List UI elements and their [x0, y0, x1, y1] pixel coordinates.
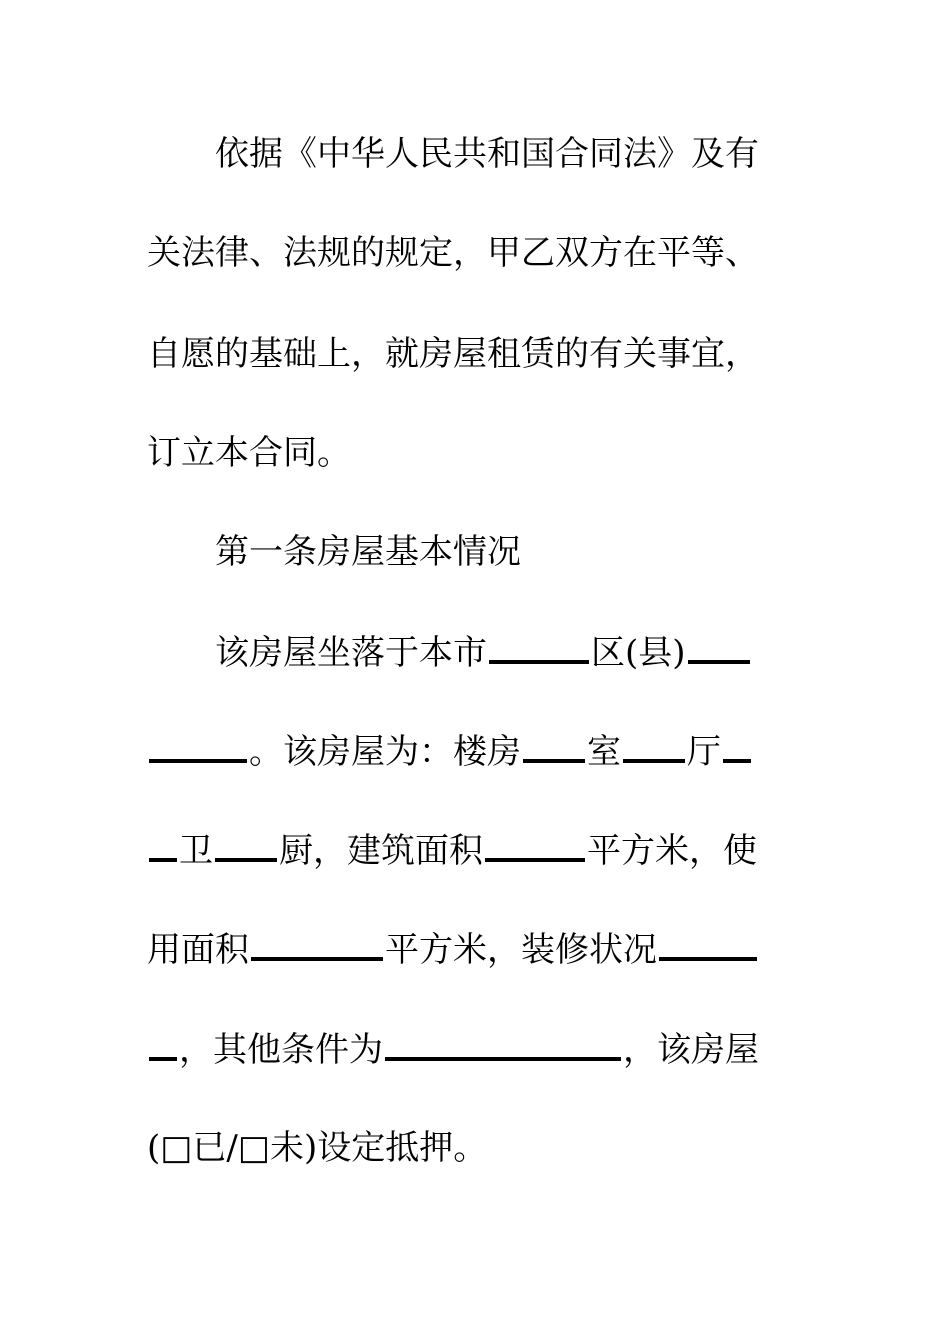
paragraph-line: (□已/□未)设定抵押。 [147, 1128, 488, 1168]
text-segment: 卫 [179, 831, 213, 871]
paragraph-line [147, 831, 757, 871]
fill-blank[interactable] [149, 836, 177, 862]
paragraph-line: 自愿的基础上，就房屋租赁的有关事宜， [147, 334, 759, 374]
paragraph-line: 订立本合同。 [147, 433, 351, 473]
text-segment: 区(县) [591, 633, 686, 673]
fill-blank[interactable] [215, 836, 277, 862]
fill-blank[interactable] [149, 1035, 177, 1061]
text-segment: ，该房屋 [623, 1030, 759, 1070]
fill-blank[interactable] [251, 935, 383, 961]
section-heading: 第一条房屋基本情况 [215, 532, 521, 572]
paragraph-line: 依据《中华人民共和国合同法》及有 [215, 134, 759, 174]
fill-blank[interactable] [385, 1035, 621, 1061]
fill-blank[interactable] [723, 737, 751, 763]
text-segment: 平方米，装修状况 [385, 930, 657, 970]
fill-blank[interactable] [489, 638, 589, 664]
paragraph-line [147, 930, 759, 970]
fill-blank[interactable] [485, 836, 585, 862]
text-segment: 厅 [687, 732, 721, 772]
text-segment: 该房屋坐落于本市 [215, 633, 487, 673]
fill-blank[interactable] [523, 737, 585, 763]
fill-blank[interactable] [659, 935, 757, 961]
text-segment: 平方米，使 [587, 831, 757, 871]
fill-blank[interactable] [688, 638, 750, 664]
text-segment: 厨，建筑面积 [279, 831, 483, 871]
paragraph-line [147, 1030, 759, 1070]
text-segment: 用面积 [147, 930, 249, 970]
fill-blank[interactable] [149, 737, 247, 763]
paragraph-line: 关法律、法规的规定，甲乙双方在平等、 [147, 233, 759, 273]
paragraph-line [215, 633, 752, 673]
text-segment: 室 [587, 732, 621, 772]
text-segment: 。该房屋为：楼房 [249, 732, 521, 772]
fill-blank[interactable] [623, 737, 685, 763]
text-segment: ，其他条件为 [179, 1030, 383, 1070]
paragraph-line [147, 732, 753, 772]
